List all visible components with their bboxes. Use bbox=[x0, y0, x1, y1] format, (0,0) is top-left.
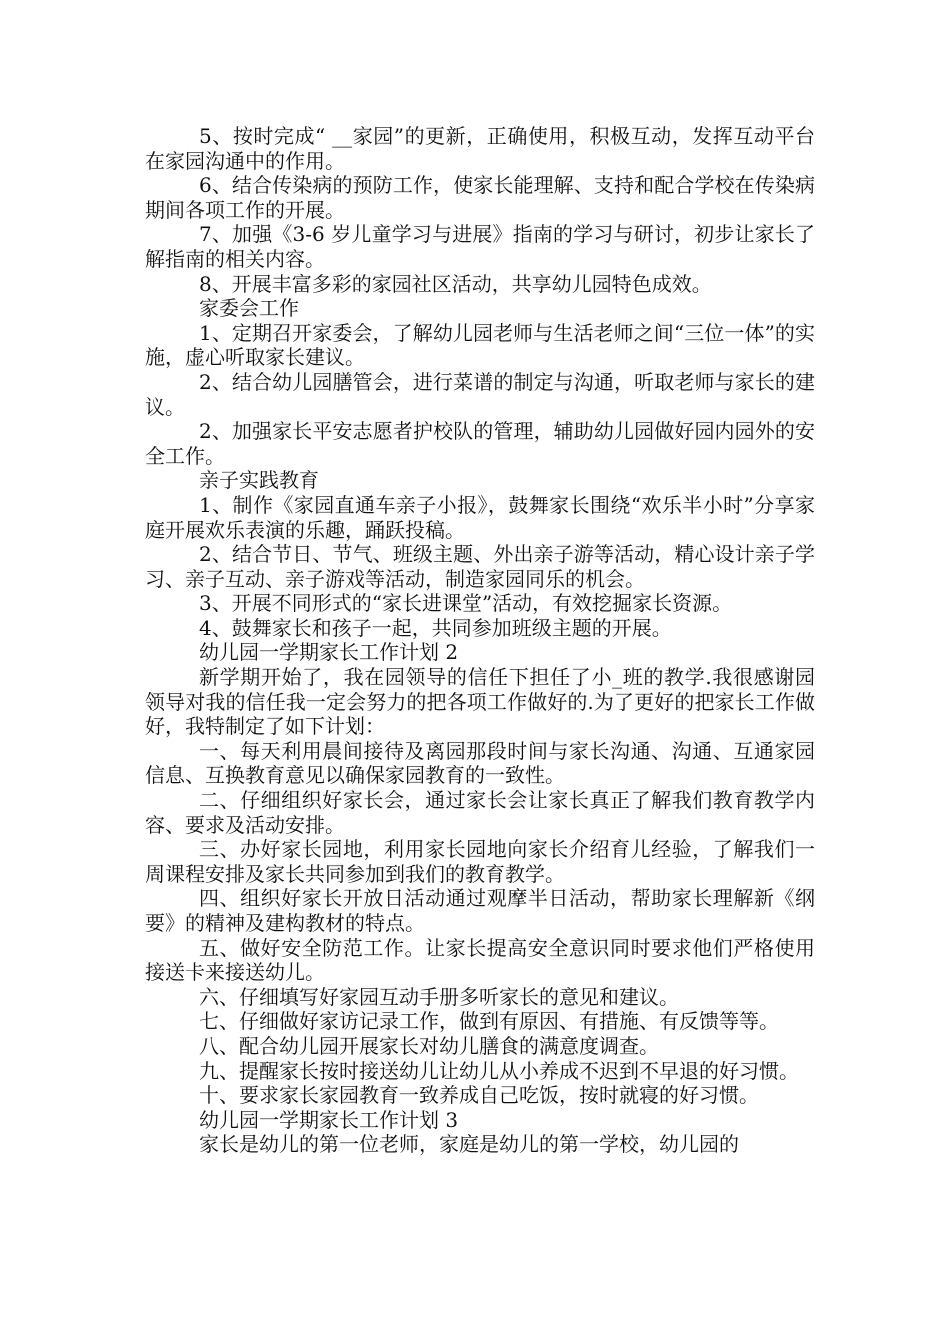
paragraph-plan-2-intro: 新学期开始了，我在园领导的信任下担任了小_班的教学.我很感谢园领导对我的信任我一定会努力的把各项工作做好的.为了更好的把家长工作做好，我特制定了如下计划： bbox=[145, 665, 815, 739]
paragraph-plan-3-intro: 家长是幼儿的第一位老师，家庭是幼儿的第一学校，幼儿园的 bbox=[199, 1132, 739, 1157]
paragraph-committee-3: 2、加强家长平安志愿者护校队的管理，辅助幼儿园做好园内园外的安全工作。 bbox=[145, 419, 815, 468]
paragraph-item-6: 6、结合传染病的预防工作，使家长能理解、支持和配合学校在传染病期间各项工作的开展。 bbox=[145, 173, 815, 222]
paragraph-parent-child-4: 4、鼓舞家长和孩子一起，共同参加班级主题的开展。 bbox=[199, 615, 672, 640]
paragraph-plan-2-item-5: 五、做好安全防范工作。让家长提高安全意识同时要求他们严格使用接送卡来接送幼儿。 bbox=[145, 935, 815, 985]
section-heading-plan-2: 幼儿园一学期家长工作计划 2 bbox=[199, 640, 459, 665]
document-body bbox=[145, 124, 815, 1157]
paragraph-plan-2-item-2: 二、仔细组织好家长会，通过家长会让家长真正了解我们教育教学内容、要求及活动安排。 bbox=[145, 788, 815, 837]
paragraph-parent-child-2: 2、结合节日、节气、班级主题、外出亲子游等活动，精心设计亲子学习、亲子互动、亲子游戏等活动，制造家园同乐的机会。 bbox=[145, 542, 815, 591]
paragraph-committee-2: 2、结合幼儿园膳管会，进行菜谱的制定与沟通，听取老师与家长的建议。 bbox=[145, 369, 815, 419]
paragraph-parent-child-1: 1、制作《家园直通车亲子小报》，鼓舞家长围绕“欢乐半小时”分享家庭开展欢乐表演的乐趣，踊跃投稿。 bbox=[145, 492, 815, 542]
section-heading-parent-committee: 家委会工作 bbox=[199, 296, 299, 321]
paragraph-parent-child-3: 3、开展不同形式的“家长进课堂”活动，有效挖掘家长资源。 bbox=[199, 591, 733, 616]
paragraph-plan-2-item-4: 四、组织好家长开放日活动通过观摩半日活动，帮助家长理解新《纲要》的精神及建构教材的特点。 bbox=[145, 886, 815, 935]
paragraph-item-7: 7、加强《3-6 岁儿童学习与进展》指南的学习与研讨，初步让家长了解指南的相关内容。 bbox=[145, 222, 815, 271]
paragraph-plan-2-item-3: 三、办好家长园地，利用家长园地向家长介绍育儿经验，了解我们一周课程安排及家长共同参加到我们的教育教学。 bbox=[145, 837, 815, 886]
section-heading-plan-3: 幼儿园一学期家长工作计划 3 bbox=[199, 1107, 459, 1132]
paragraph-plan-2-item-7: 七、仔细做好家访记录工作，做到有原因、有措施、有反馈等等。 bbox=[199, 1009, 779, 1034]
section-heading-parent-child: 亲子实践教育 bbox=[199, 468, 319, 493]
paragraph-plan-2-item-10: 十、要求家长家园教育一致养成自己吃饭，按时就寝的好习惯。 bbox=[199, 1083, 759, 1108]
paragraph-plan-2-item-8: 八、配合幼儿园开展家长对幼儿膳食的满意度调查。 bbox=[199, 1033, 659, 1058]
paragraph-item-5: 5、按时完成“ __家园”的更新，正确使用，积极互动，发挥互动平台在家园沟通中的作用。 bbox=[145, 124, 815, 173]
paragraph-item-8: 8、开展丰富多彩的家园社区活动，共享幼儿园特色成效。 bbox=[199, 271, 712, 296]
paragraph-plan-2-item-9: 九、提醒家长按时接送幼儿让幼儿从小养成不迟到不早退的好习惯。 bbox=[199, 1058, 799, 1083]
paragraph-plan-2-item-1: 一、每天利用晨间接待及离园那段时间与家长沟通、沟通、互通家园信息、互换教育意见以确保家园教育的一致性。 bbox=[145, 738, 815, 788]
paragraph-plan-2-item-6: 六、仔细填写好家园互动手册多听家长的意见和建议。 bbox=[199, 984, 679, 1009]
paragraph-committee-1: 1、定期召开家委会，了解幼儿园老师与生活老师之间“三位一体”的实施，虚心听取家长建议。 bbox=[145, 320, 815, 370]
